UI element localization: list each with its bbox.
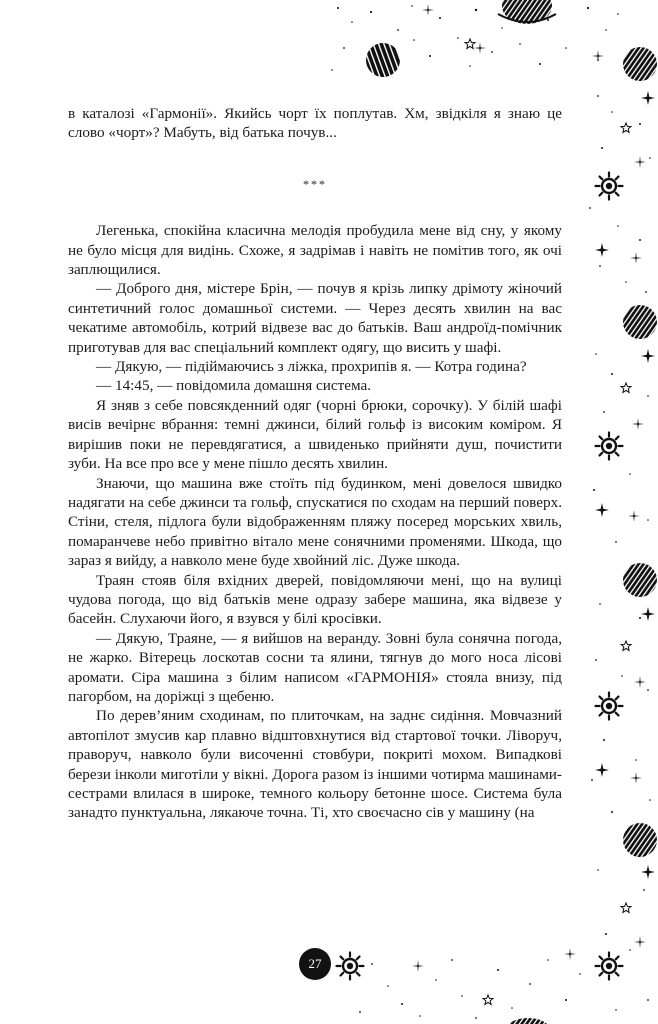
section-separator: *** [303, 176, 327, 191]
sun-icon [596, 173, 623, 980]
paragraph: Легенька, спокійна класична мелодія пробудила мене від сну, у якому не було місця для видінь. Схоже, я задрімав і навіть не помітив того, як очі заплющилися. [68, 222, 562, 279]
paragraph: Я зняв з себе повсякденний одяг (чорні брюки, сорочку). У білій шафі висів вечірнє вбрання: темні джинси, білий гольф із високим коміром. Я вирішив поки не перевдягатися, а швиденько прийняти душ, почистити зуби. На все про все у мене пішло десять хвилин. [68, 396, 562, 473]
paragraph: — Дякую, Траяне, — я вийшов на веранду. Зовні була сонячна погода, не жарко. Вітерець лоскотав сосни та ялини, тягнув до мого носа лісові аромати. Сіра машина з білим написом «ГАРМОНІЯ» стояла внизу, під пагорбом, на доріжці з щебеню. [68, 629, 562, 705]
paragraph: Траян стояв біля вхідних дверей, повідомляючи мені, що на вулиці чудова погода, що від батьків мене одразу забере машина, яка відвезе у басейн. Слухаючи його, я взувся у білі кросівки. [68, 571, 562, 628]
paragraph: — Доброго дня, містере Брін, — почув я крізь липку дрімоту жіночий синтетичний голос домашньої системи. — Через десять хвилин на вас чекатиме автомобіль, котрий відвезе вас до батьків. Ваш андроїд-помічник приготував для вас спеціальний комплект одягу, що висить у шафі. [68, 280, 562, 356]
page-number: 27 [299, 948, 331, 980]
planet-icon [366, 0, 556, 77]
paragraph: — 14:45, — повідомила домашня система. [96, 377, 372, 395]
paragraph: в каталозі «Гармонії». Якийсь чорт їх поплутав. Хм, звідкіля я знаю це слово «чорт»? Мабуть, від батька почув... [68, 105, 562, 142]
paragraph: — Дякую, — підіймаючись з ліжка, прохрипів я. — Котра година? [96, 358, 527, 376]
paragraph: По дерев’яним сходинам, по плиточкам, на заднє сидіння. Мовчазний автопілот змусив кар плавно відштовхнутися від стартової точки. Ліворуч, праворуч, навколо були височенні стовбури, покриті мохом. Випадкові берези інколи миготіли у вікні. Дорога разом із іншими чотирма машинами-сестрами влилася в широке, темного кольору бетонне шосе. Система була занадто пунктуальна, лякаюче точна. Ті, хто своєчасно сів у машину (на [68, 707, 562, 822]
paragraph: Знаючи, що машина вже стоїть під будинком, мені довелося швидко надягати на себе джинси та гольф, спускатися по сходам на перший поверх. Стіни, стеля, підлога були відображенням пляжу посеред морських хвиль, помаранчеве небо привітно вітало мене сонячними променями. Шкода, що зараз я вийду, а навколо мене буде хвойний ліс. Дуже шкода. [68, 474, 562, 570]
main-text [68, 104, 562, 823]
